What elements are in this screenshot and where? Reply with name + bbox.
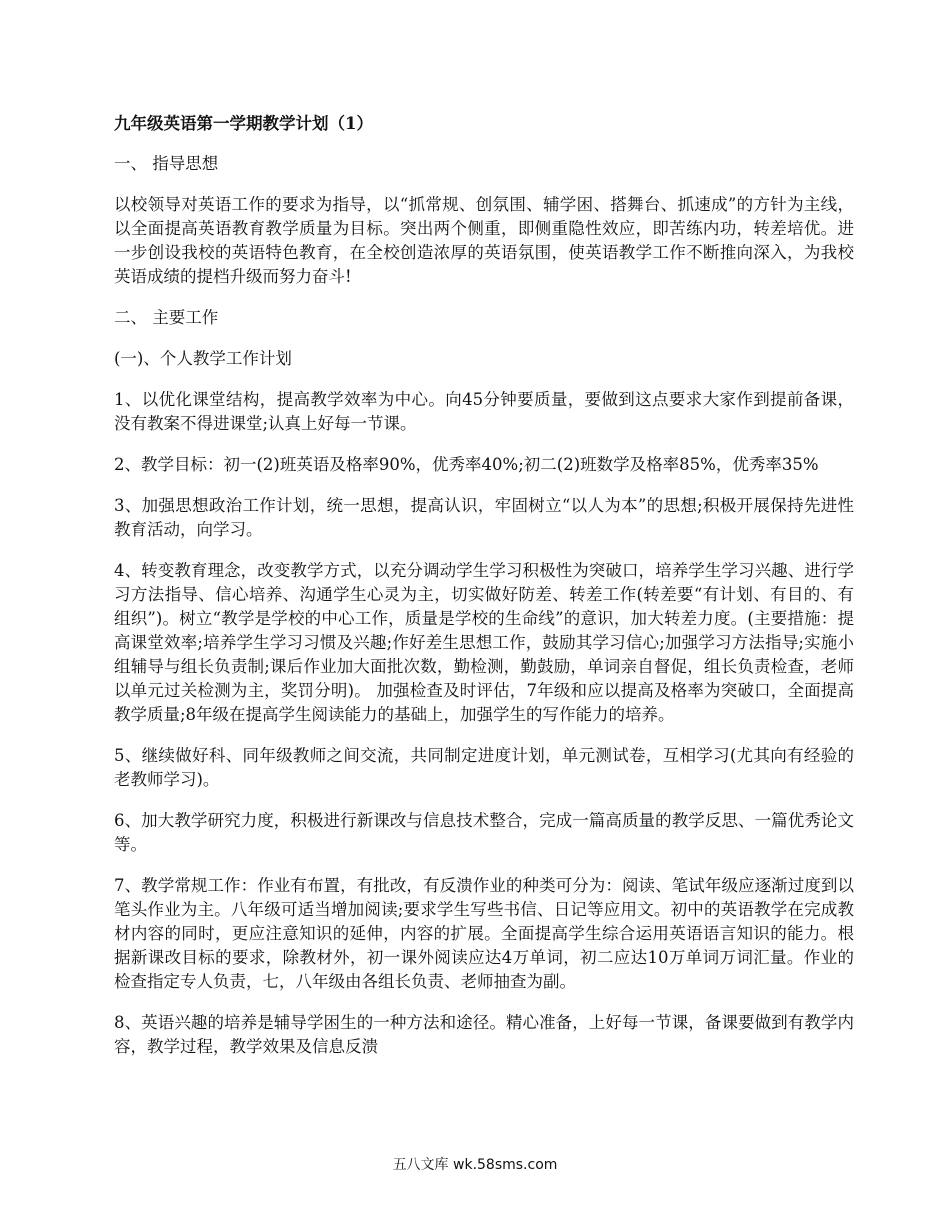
list-item: 8、英语兴趣的培养是辅导学困生的一种方法和途径。精心准备，上好每一节课，备课要做到有教学内容，教学过程，教学效果及信息反溃 — [114, 1013, 854, 1056]
list-item: 2、教学目标：初一(2)班英语及格率90%，优秀率40%;初二(2)班数学及格率85%，优秀率35% — [114, 455, 819, 474]
footer-watermark: 五八文库 wk.58sms.com — [392, 1157, 558, 1173]
section-heading-guiding-thought: 一、 指导思想 — [114, 154, 219, 173]
list-item: 5、继续做好科、同年级教师之间交流，共同制定进度计划，单元测试卷，互相学习(尤其向有经验的老教师学习)。 — [114, 746, 854, 789]
list-item: 1、以优化课堂结构，提高教学效率为中心。向45分钟要质量，要做到这点要求大家作到提前备课，没有教案不得进课堂;认真上好每一节课。 — [114, 390, 854, 433]
document-page — [114, 112, 854, 1076]
document-title: 九年级英语第一学期教学计划（1） — [114, 114, 373, 133]
list-item: 3、加强思想政治工作计划，统一思想，提高认识，牢固树立“以人为本”的思想;积极开展保持先进性教育活动，向学习。 — [114, 496, 854, 539]
list-item: 7、教学常规工作：作业有布置，有批改，有反溃作业的种类可分为：阅读、笔试年级应逐渐过度到以笔头作业为主。八年级可适当增加阅读;要求学生写些书信、日记等应用文。初中的英语教学在完成教材内容的同时，更应注意知识的延伸，内容的扩展。全面提高学生综合运用英语语言知识的能力。根据新课改目标的要求，除教材外，初一课外阅读应达4万单词，初二应达10万单词万词汇量。作业的检查指定专人负责，七，八年级由各组长负责、老师抽查为副。 — [114, 876, 854, 991]
list-item: 6、加大教学研究力度，积极进行新课改与信息技术整合，完成一篇高质量的教学反思、一篇优秀论文等。 — [114, 811, 854, 854]
paragraph-guiding-thought: 以校领导对英语工作的要求为指导，以“抓常规、创氛围、辅学困、搭舞台、抓速成”的方针为主线，以全面提高英语教育教学质量为目标。突出两个侧重，即侧重隐性效应，即苦练内功，转差培优。进一步创设我校的英语特色教育，在全校创造浓厚的英语氛围，使英语教学工作不断推向深入，为我校英语成绩的提档升级而努力奋斗! — [114, 195, 854, 286]
list-item: 4、转变教育理念，改变教学方式，以充分调动学生学习积极性为突破口，培养学生学习兴趣、进行学习方法指导、信心培养、沟通学生心灵为主，切实做好防差、转差工作(转差要“有计划、有目的、有组织”)。树立“教学是学校的中心工作，质量是学校的生命线”的意识，加大转差力度。(主要措施：提高课堂效率;培养学生学习习惯及兴趣;作好差生思想工作，鼓励其学习信心;加强学习方法指导;实施小组辅导与组长负责制;课后作业加大面批次数，勤检测，勤鼓励，单词亲自督促，组长负责检查，老师以单元过关检测为主，奖罚分明)。 加强检查及时评估，7年级和应以提高及格率为突破口，全面提高教学质量;8年级在提高学生阅读能力的基础上，加强学生的写作能力的培养。 — [114, 561, 854, 724]
section-heading-main-work: 二、 主要工作 — [114, 308, 219, 327]
subsection-heading-personal-plan: (一)、个人教学工作计划 — [114, 349, 292, 368]
